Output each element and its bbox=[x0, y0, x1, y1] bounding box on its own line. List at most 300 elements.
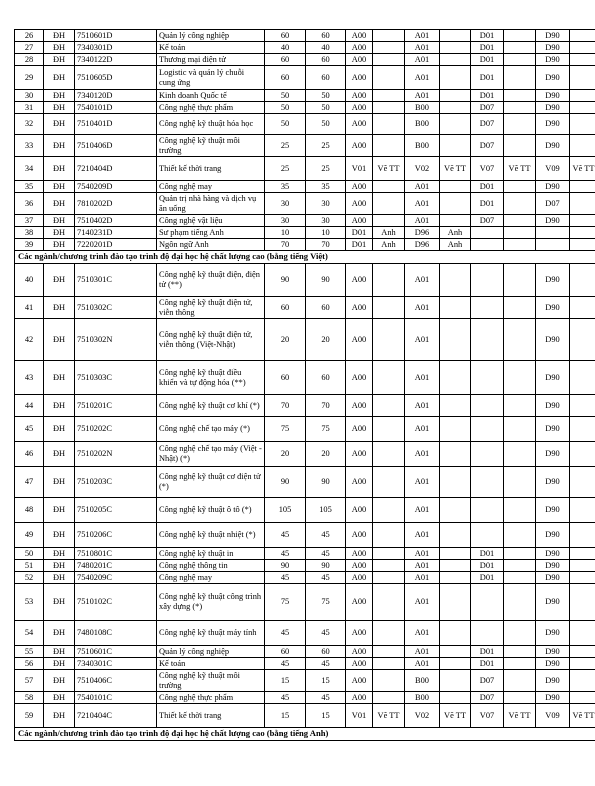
combo-3-note-cell bbox=[504, 54, 536, 66]
combo-2-cell: B00 bbox=[405, 692, 440, 704]
combo-2-note-cell bbox=[440, 114, 471, 135]
major-name-cell: Quản lý công nghiệp bbox=[157, 646, 265, 658]
major-code-cell: 7540209D bbox=[75, 181, 157, 193]
combo-2-cell: D96 bbox=[405, 227, 440, 239]
quota-2-cell: 45 bbox=[306, 548, 346, 560]
combo-4-note-cell bbox=[570, 181, 595, 193]
table-row bbox=[15, 692, 595, 704]
quota-1-cell: 60 bbox=[265, 297, 306, 319]
quota-2-cell: 35 bbox=[306, 181, 346, 193]
quota-1-cell: 70 bbox=[265, 239, 306, 251]
combo-4-cell: D90 bbox=[536, 90, 570, 102]
stt-cell: 57 bbox=[15, 670, 44, 692]
major-code-cell: 7510206C bbox=[75, 523, 157, 548]
table-row bbox=[15, 548, 595, 560]
combo-1-cell: A00 bbox=[346, 264, 373, 297]
quota-2-cell: 45 bbox=[306, 572, 346, 584]
combo-3-cell: D07 bbox=[471, 215, 504, 227]
combo-2-note-cell bbox=[440, 417, 471, 442]
combo-3-note-cell bbox=[504, 658, 536, 670]
level-cell: ĐH bbox=[44, 560, 75, 572]
combo-3-note-cell bbox=[504, 498, 536, 523]
stt-cell: 42 bbox=[15, 319, 44, 361]
combo-3-note-cell bbox=[504, 102, 536, 114]
combo-4-note-cell bbox=[570, 30, 595, 42]
combo-3-note-cell bbox=[504, 114, 536, 135]
combo-4-cell: D90 bbox=[536, 523, 570, 548]
combo-4-note-cell bbox=[570, 442, 595, 467]
combo-1-cell: A00 bbox=[346, 442, 373, 467]
combo-3-note-cell bbox=[504, 66, 536, 90]
major-name-cell: Ngôn ngữ Anh bbox=[157, 239, 265, 251]
major-name-cell: Công nghệ kỹ thuật điện tử, viễn thông (Việt-Nhật) bbox=[157, 319, 265, 361]
quota-2-cell: 30 bbox=[306, 215, 346, 227]
combo-4-cell: D90 bbox=[536, 114, 570, 135]
combo-4-note-cell bbox=[570, 560, 595, 572]
combo-2-cell: A01 bbox=[405, 319, 440, 361]
combo-4-cell: D90 bbox=[536, 621, 570, 646]
table-row bbox=[15, 42, 595, 54]
major-code-cell: 7510601D bbox=[75, 30, 157, 42]
combo-1-cell: A00 bbox=[346, 361, 373, 395]
stt-cell: 36 bbox=[15, 193, 44, 215]
stt-cell: 53 bbox=[15, 584, 44, 621]
table-row bbox=[15, 395, 595, 417]
quota-2-cell: 90 bbox=[306, 264, 346, 297]
combo-2-cell: B00 bbox=[405, 102, 440, 114]
table-row bbox=[15, 523, 595, 548]
level-cell: ĐH bbox=[44, 548, 75, 560]
quota-2-cell: 70 bbox=[306, 239, 346, 251]
combo-1-note-cell bbox=[373, 42, 405, 54]
quota-2-cell: 60 bbox=[306, 66, 346, 90]
combo-2-note-cell bbox=[440, 66, 471, 90]
major-name-cell: Kế toán bbox=[157, 42, 265, 54]
major-name-cell: Công nghệ thực phẩm bbox=[157, 102, 265, 114]
quota-1-cell: 30 bbox=[265, 215, 306, 227]
major-code-cell: 7510406C bbox=[75, 670, 157, 692]
table-row bbox=[15, 66, 595, 90]
stt-cell: 38 bbox=[15, 227, 44, 239]
stt-cell: 48 bbox=[15, 498, 44, 523]
quota-1-cell: 60 bbox=[265, 30, 306, 42]
combo-3-note-cell bbox=[504, 135, 536, 157]
major-code-cell: 7510605D bbox=[75, 66, 157, 90]
level-cell: ĐH bbox=[44, 621, 75, 646]
level-cell: ĐH bbox=[44, 498, 75, 523]
combo-3-cell: D01 bbox=[471, 658, 504, 670]
major-name-cell: Công nghệ kỹ thuật môi trường bbox=[157, 670, 265, 692]
combo-2-note-cell bbox=[440, 646, 471, 658]
table-row bbox=[15, 658, 595, 670]
combo-4-cell: D90 bbox=[536, 215, 570, 227]
combo-4-cell: D90 bbox=[536, 297, 570, 319]
major-code-cell: 7510401D bbox=[75, 114, 157, 135]
combo-2-note-cell: Anh bbox=[440, 227, 471, 239]
combo-4-cell: V09 bbox=[536, 704, 570, 728]
major-code-cell: 7340120D bbox=[75, 90, 157, 102]
quota-1-cell: 25 bbox=[265, 135, 306, 157]
quota-1-cell: 30 bbox=[265, 193, 306, 215]
combo-1-cell: A00 bbox=[346, 417, 373, 442]
quota-1-cell: 20 bbox=[265, 442, 306, 467]
quota-2-cell: 70 bbox=[306, 395, 346, 417]
combo-2-cell: V02 bbox=[405, 157, 440, 181]
table-row bbox=[15, 704, 595, 728]
quota-2-cell: 25 bbox=[306, 157, 346, 181]
combo-1-note-cell bbox=[373, 467, 405, 498]
stt-cell: 51 bbox=[15, 560, 44, 572]
combo-1-note-cell bbox=[373, 319, 405, 361]
quota-2-cell: 25 bbox=[306, 135, 346, 157]
combo-2-cell: A01 bbox=[405, 90, 440, 102]
combo-4-cell: D90 bbox=[536, 264, 570, 297]
major-code-cell: 7510205C bbox=[75, 498, 157, 523]
combo-1-note-cell bbox=[373, 54, 405, 66]
quota-2-cell: 60 bbox=[306, 30, 346, 42]
quota-2-cell: 90 bbox=[306, 560, 346, 572]
combo-1-note-cell bbox=[373, 646, 405, 658]
combo-1-cell: A00 bbox=[346, 215, 373, 227]
combo-3-note-cell bbox=[504, 227, 536, 239]
major-name-cell: Công nghệ kỹ thuật hóa học bbox=[157, 114, 265, 135]
level-cell: ĐH bbox=[44, 572, 75, 584]
combo-3-cell: D07 bbox=[471, 114, 504, 135]
combo-2-note-cell bbox=[440, 30, 471, 42]
level-cell: ĐH bbox=[44, 670, 75, 692]
combo-2-cell: A01 bbox=[405, 395, 440, 417]
combo-4-note-cell bbox=[570, 692, 595, 704]
stt-cell: 47 bbox=[15, 467, 44, 498]
combo-1-cell: A00 bbox=[346, 30, 373, 42]
quota-2-cell: 45 bbox=[306, 523, 346, 548]
combo-1-cell: A00 bbox=[346, 467, 373, 498]
combo-3-note-cell bbox=[504, 692, 536, 704]
combo-4-cell: D90 bbox=[536, 417, 570, 442]
major-name-cell: Thiết kế thời trang bbox=[157, 704, 265, 728]
combo-2-cell: B00 bbox=[405, 670, 440, 692]
level-cell: ĐH bbox=[44, 193, 75, 215]
combo-4-cell: D90 bbox=[536, 498, 570, 523]
quota-1-cell: 105 bbox=[265, 498, 306, 523]
major-name-cell: Công nghệ may bbox=[157, 181, 265, 193]
table-row bbox=[15, 193, 595, 215]
stt-cell: 37 bbox=[15, 215, 44, 227]
stt-cell: 49 bbox=[15, 523, 44, 548]
combo-1-cell: A00 bbox=[346, 646, 373, 658]
combo-1-cell: A00 bbox=[346, 548, 373, 560]
combo-3-note-cell bbox=[504, 560, 536, 572]
combo-3-note-cell bbox=[504, 584, 536, 621]
stt-cell: 56 bbox=[15, 658, 44, 670]
quota-1-cell: 60 bbox=[265, 361, 306, 395]
quota-2-cell: 15 bbox=[306, 670, 346, 692]
combo-4-note-cell bbox=[570, 114, 595, 135]
major-code-cell: 7480108C bbox=[75, 621, 157, 646]
combo-2-cell: A01 bbox=[405, 584, 440, 621]
combo-3-cell: D01 bbox=[471, 572, 504, 584]
combo-4-note-cell bbox=[570, 548, 595, 560]
level-cell: ĐH bbox=[44, 42, 75, 54]
combo-1-cell: V01 bbox=[346, 157, 373, 181]
combo-2-cell: A01 bbox=[405, 498, 440, 523]
combo-4-note-cell bbox=[570, 395, 595, 417]
major-code-cell: 7510601C bbox=[75, 646, 157, 658]
combo-1-cell: A00 bbox=[346, 670, 373, 692]
combo-2-note-cell bbox=[440, 54, 471, 66]
combo-3-note-cell bbox=[504, 417, 536, 442]
quota-2-cell: 60 bbox=[306, 297, 346, 319]
quota-2-cell: 50 bbox=[306, 114, 346, 135]
major-name-cell: Công nghệ chế tạo máy (Việt - Nhật) (*) bbox=[157, 442, 265, 467]
combo-1-note-cell bbox=[373, 297, 405, 319]
level-cell: ĐH bbox=[44, 395, 75, 417]
section-header-row bbox=[15, 251, 595, 264]
combo-1-note-cell bbox=[373, 90, 405, 102]
major-code-cell: 7510801C bbox=[75, 548, 157, 560]
major-code-cell: 7540209C bbox=[75, 572, 157, 584]
combo-4-note-cell bbox=[570, 227, 595, 239]
combo-1-cell: A00 bbox=[346, 498, 373, 523]
combo-3-note-cell: Vẽ TT bbox=[504, 704, 536, 728]
admissions-table bbox=[14, 29, 595, 741]
quota-2-cell: 45 bbox=[306, 658, 346, 670]
combo-3-cell bbox=[471, 498, 504, 523]
major-code-cell: 7340122D bbox=[75, 54, 157, 66]
major-code-cell: 7540101D bbox=[75, 102, 157, 114]
combo-1-cell: A00 bbox=[346, 66, 373, 90]
combo-1-note-cell bbox=[373, 395, 405, 417]
combo-4-cell: D90 bbox=[536, 319, 570, 361]
table-row bbox=[15, 135, 595, 157]
table-row bbox=[15, 264, 595, 297]
combo-4-note-cell bbox=[570, 523, 595, 548]
combo-3-note-cell bbox=[504, 621, 536, 646]
combo-2-note-cell bbox=[440, 102, 471, 114]
level-cell: ĐH bbox=[44, 704, 75, 728]
combo-4-cell: D90 bbox=[536, 54, 570, 66]
combo-4-note-cell bbox=[570, 135, 595, 157]
major-code-cell: 7480201C bbox=[75, 560, 157, 572]
major-name-cell: Công nghệ thông tin bbox=[157, 560, 265, 572]
quota-1-cell: 90 bbox=[265, 264, 306, 297]
quota-2-cell: 50 bbox=[306, 102, 346, 114]
major-name-cell: Quản trị nhà hàng và dịch vụ ăn uống bbox=[157, 193, 265, 215]
combo-3-cell bbox=[471, 297, 504, 319]
stt-cell: 59 bbox=[15, 704, 44, 728]
combo-4-cell bbox=[536, 227, 570, 239]
combo-4-cell: D90 bbox=[536, 42, 570, 54]
quota-2-cell: 50 bbox=[306, 90, 346, 102]
table-row bbox=[15, 467, 595, 498]
combo-3-cell bbox=[471, 264, 504, 297]
table-row bbox=[15, 417, 595, 442]
stt-cell: 41 bbox=[15, 297, 44, 319]
combo-2-note-cell bbox=[440, 692, 471, 704]
combo-3-cell: D01 bbox=[471, 30, 504, 42]
combo-1-cell: V01 bbox=[346, 704, 373, 728]
combo-4-cell: D90 bbox=[536, 102, 570, 114]
major-name-cell: Công nghệ kỹ thuật công trình xây dựng (*) bbox=[157, 584, 265, 621]
combo-4-note-cell bbox=[570, 319, 595, 361]
level-cell: ĐH bbox=[44, 30, 75, 42]
combo-4-note-cell bbox=[570, 297, 595, 319]
major-name-cell: Công nghệ kỹ thuật điện, điện tử (**) bbox=[157, 264, 265, 297]
major-name-cell: Quản lý công nghiệp bbox=[157, 30, 265, 42]
level-cell: ĐH bbox=[44, 239, 75, 251]
quota-1-cell: 15 bbox=[265, 704, 306, 728]
combo-4-cell: D90 bbox=[536, 442, 570, 467]
quota-2-cell: 20 bbox=[306, 442, 346, 467]
table-row bbox=[15, 215, 595, 227]
combo-1-cell: A00 bbox=[346, 193, 373, 215]
combo-2-note-cell bbox=[440, 90, 471, 102]
stt-cell: 46 bbox=[15, 442, 44, 467]
major-name-cell: Công nghệ kỹ thuật nhiệt (*) bbox=[157, 523, 265, 548]
table-row bbox=[15, 54, 595, 66]
major-code-cell: 7510302N bbox=[75, 319, 157, 361]
combo-3-note-cell bbox=[504, 181, 536, 193]
table-row bbox=[15, 181, 595, 193]
combo-2-cell: B00 bbox=[405, 114, 440, 135]
combo-2-cell: A01 bbox=[405, 66, 440, 90]
combo-2-note-cell bbox=[440, 181, 471, 193]
level-cell: ĐH bbox=[44, 157, 75, 181]
combo-4-note-cell bbox=[570, 670, 595, 692]
combo-3-cell bbox=[471, 227, 504, 239]
stt-cell: 30 bbox=[15, 90, 44, 102]
combo-1-cell: A00 bbox=[346, 560, 373, 572]
table-row bbox=[15, 239, 595, 251]
table-row bbox=[15, 361, 595, 395]
level-cell: ĐH bbox=[44, 181, 75, 193]
combo-1-cell: A00 bbox=[346, 42, 373, 54]
quota-1-cell: 40 bbox=[265, 42, 306, 54]
major-name-cell: Thiết kế thời trang bbox=[157, 157, 265, 181]
major-code-cell: 7340301C bbox=[75, 658, 157, 670]
quota-2-cell: 75 bbox=[306, 584, 346, 621]
combo-2-note-cell bbox=[440, 361, 471, 395]
combo-4-note-cell bbox=[570, 498, 595, 523]
combo-2-note-cell bbox=[440, 297, 471, 319]
combo-1-note-cell bbox=[373, 417, 405, 442]
combo-4-note-cell bbox=[570, 42, 595, 54]
combo-4-cell: D07 bbox=[536, 193, 570, 215]
quota-1-cell: 45 bbox=[265, 658, 306, 670]
combo-3-note-cell bbox=[504, 670, 536, 692]
major-code-cell: 7510202C bbox=[75, 417, 157, 442]
combo-1-cell: A00 bbox=[346, 135, 373, 157]
level-cell: ĐH bbox=[44, 442, 75, 467]
quota-2-cell: 105 bbox=[306, 498, 346, 523]
major-name-cell: Thương mại điện tử bbox=[157, 54, 265, 66]
stt-cell: 35 bbox=[15, 181, 44, 193]
level-cell: ĐH bbox=[44, 114, 75, 135]
combo-2-cell: A01 bbox=[405, 215, 440, 227]
combo-2-note-cell bbox=[440, 193, 471, 215]
table-row bbox=[15, 621, 595, 646]
combo-3-note-cell bbox=[504, 442, 536, 467]
combo-1-note-cell bbox=[373, 193, 405, 215]
quota-1-cell: 45 bbox=[265, 621, 306, 646]
combo-3-note-cell bbox=[504, 572, 536, 584]
combo-3-cell: D01 bbox=[471, 560, 504, 572]
combo-1-note-cell bbox=[373, 361, 405, 395]
level-cell: ĐH bbox=[44, 54, 75, 66]
combo-2-note-cell bbox=[440, 215, 471, 227]
combo-1-cell: A00 bbox=[346, 658, 373, 670]
combo-2-cell: A01 bbox=[405, 467, 440, 498]
combo-2-cell: A01 bbox=[405, 442, 440, 467]
major-code-cell: 7510102C bbox=[75, 584, 157, 621]
major-code-cell: 7510402D bbox=[75, 215, 157, 227]
combo-2-note-cell bbox=[440, 584, 471, 621]
combo-1-note-cell bbox=[373, 548, 405, 560]
major-code-cell: 7510202N bbox=[75, 442, 157, 467]
quota-1-cell: 50 bbox=[265, 102, 306, 114]
combo-4-note-cell bbox=[570, 102, 595, 114]
table-row bbox=[15, 90, 595, 102]
combo-3-note-cell bbox=[504, 361, 536, 395]
combo-2-cell: V02 bbox=[405, 704, 440, 728]
quota-1-cell: 45 bbox=[265, 572, 306, 584]
combo-4-cell: D90 bbox=[536, 135, 570, 157]
combo-1-note-cell bbox=[373, 135, 405, 157]
stt-cell: 28 bbox=[15, 54, 44, 66]
quota-1-cell: 90 bbox=[265, 560, 306, 572]
combo-4-cell: D90 bbox=[536, 361, 570, 395]
major-name-cell: Công nghệ vật liệu bbox=[157, 215, 265, 227]
combo-3-note-cell bbox=[504, 548, 536, 560]
combo-2-note-cell bbox=[440, 264, 471, 297]
combo-2-note-cell: Anh bbox=[440, 239, 471, 251]
combo-1-note-cell bbox=[373, 658, 405, 670]
combo-1-note-cell bbox=[373, 560, 405, 572]
combo-1-cell: D01 bbox=[346, 239, 373, 251]
combo-2-cell: D96 bbox=[405, 239, 440, 251]
combo-4-note-cell bbox=[570, 215, 595, 227]
combo-1-cell: A00 bbox=[346, 102, 373, 114]
table-row bbox=[15, 114, 595, 135]
combo-4-cell: D90 bbox=[536, 670, 570, 692]
combo-3-cell bbox=[471, 523, 504, 548]
quota-2-cell: 60 bbox=[306, 361, 346, 395]
table-row bbox=[15, 560, 595, 572]
combo-2-cell: A01 bbox=[405, 417, 440, 442]
combo-2-cell: A01 bbox=[405, 297, 440, 319]
combo-1-note-cell: Anh bbox=[373, 227, 405, 239]
stt-cell: 45 bbox=[15, 417, 44, 442]
combo-2-cell: A01 bbox=[405, 30, 440, 42]
quota-2-cell: 40 bbox=[306, 42, 346, 54]
combo-3-cell bbox=[471, 239, 504, 251]
combo-3-note-cell bbox=[504, 239, 536, 251]
quota-1-cell: 60 bbox=[265, 66, 306, 90]
combo-2-cell: A01 bbox=[405, 181, 440, 193]
combo-3-cell: D07 bbox=[471, 692, 504, 704]
table-row bbox=[15, 102, 595, 114]
combo-1-cell: A00 bbox=[346, 621, 373, 646]
level-cell: ĐH bbox=[44, 467, 75, 498]
quota-2-cell: 45 bbox=[306, 621, 346, 646]
combo-2-note-cell bbox=[440, 42, 471, 54]
quota-1-cell: 50 bbox=[265, 114, 306, 135]
combo-4-cell bbox=[536, 239, 570, 251]
stt-cell: 50 bbox=[15, 548, 44, 560]
combo-4-cell: V09 bbox=[536, 157, 570, 181]
quota-1-cell: 75 bbox=[265, 584, 306, 621]
combo-2-cell: A01 bbox=[405, 658, 440, 670]
